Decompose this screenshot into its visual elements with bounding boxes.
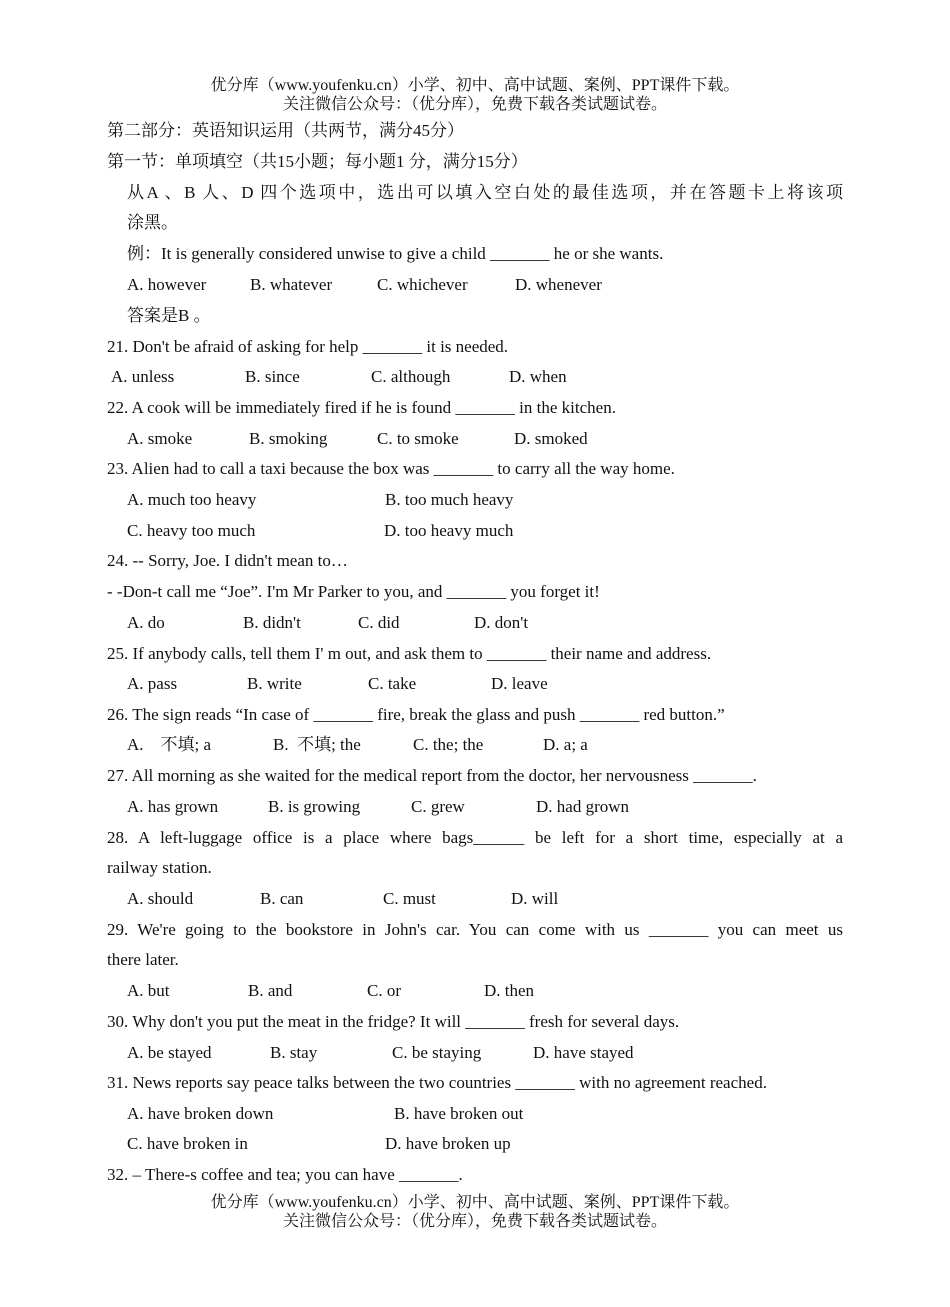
option-b: B. have broken out [394, 1104, 524, 1123]
option-d: D. don't [474, 613, 529, 632]
option-a: A. do [127, 613, 165, 632]
option-a: A. 不填; a [127, 735, 212, 754]
option-a: A. smoke [127, 429, 193, 448]
option-b: B. 不填; the [273, 735, 361, 754]
option-d: D. a; a [543, 735, 588, 754]
option-d: D. too heavy much [384, 521, 514, 540]
option-a: A. unless [111, 367, 175, 386]
option-b: B. stay [270, 1043, 318, 1062]
option-b: B. since [245, 367, 300, 386]
example-option-a: A. however [127, 275, 207, 294]
example-stem: 例：It is generally considered unwise to give a child _______ he or she wants. [127, 244, 664, 263]
page-header-line1: 优分库（www.youfenku.cn）小学、初中、高中试题、案例、PPT课件下载。 [210, 77, 740, 94]
question-stem: 28. A left-luggage office is a place where bags______ be left for a short time, especially at a [107, 828, 843, 847]
option-d: D. have stayed [533, 1043, 634, 1062]
option-b: B. write [247, 674, 302, 693]
question-stem-continued: there later. [107, 950, 179, 969]
option-a: A. be stayed [127, 1043, 212, 1062]
option-c: C. be staying [392, 1043, 482, 1062]
question-stem: 29. We're going to the bookstore in John's car. You can come with us _______ you can meet us [107, 920, 843, 939]
question-stem: 26. The sign reads “In case of _______ fire, break the glass and push _______ red button.” [107, 705, 725, 724]
part-title: 第二部分：英语知识运用（共两节，满分45分） [107, 121, 464, 140]
option-c: C. although [371, 367, 451, 386]
option-b: B. didn't [243, 613, 301, 632]
option-d: D. leave [491, 674, 548, 693]
page-footer-line2: 关注微信公众号：（优分库），免费下载各类试题试卷。 [282, 1213, 667, 1230]
example-option-b: B. whatever [250, 275, 333, 294]
option-b: B. and [248, 981, 293, 1000]
option-a: A. much too heavy [127, 490, 257, 509]
option-a: A. has grown [127, 797, 219, 816]
question-stem: 24. -- Sorry, Joe. I didn't mean to… [107, 551, 348, 570]
option-c: C. have broken in [127, 1134, 248, 1153]
option-d: D. will [511, 889, 559, 908]
example-option-c: C. whichever [377, 275, 468, 294]
option-d: D. had grown [536, 797, 630, 816]
question-stem-continued: - -Don-t call me “Joe”. I'm Mr Parker to you, and _______ you forget it! [107, 582, 600, 601]
example-option-d: D. whenever [515, 275, 602, 294]
option-a: A. should [127, 889, 194, 908]
option-b: B. is growing [268, 797, 361, 816]
option-c: C. to smoke [377, 429, 459, 448]
option-c: C. must [383, 889, 436, 908]
instruction-line2: 涂黑。 [127, 213, 178, 232]
question-stem: 21. Don't be afraid of asking for help _______ it is needed. [107, 337, 509, 356]
question-stem: 22. A cook will be immediately fired if he is found _______ in the kitchen. [107, 398, 616, 417]
option-c: C. take [368, 674, 417, 693]
option-d: D. then [484, 981, 535, 1000]
option-b: B. can [260, 889, 304, 908]
option-c: C. heavy too much [127, 521, 256, 540]
question-stem: 23. Alien had to call a taxi because the box was _______ to carry all the way home. [107, 459, 675, 478]
question-stem: 31. News reports say peace talks between the two countries _______ with no agreement reached. [107, 1073, 767, 1092]
example-answer: 答案是B 。 [127, 306, 211, 325]
question-stem: 32. – There-s coffee and tea; you can have _______. [107, 1165, 463, 1184]
question-stem-continued: railway station. [107, 858, 212, 877]
option-b: B. too much heavy [385, 490, 514, 509]
option-c: C. or [367, 981, 401, 1000]
option-c: C. the; the [413, 735, 484, 754]
option-d: D. smoked [514, 429, 588, 448]
option-b: B. smoking [249, 429, 328, 448]
option-a: A. but [127, 981, 170, 1000]
option-d: D. when [509, 367, 567, 386]
question-stem: 25. If anybody calls, tell them I' m out, and ask them to _______ their name and address. [107, 644, 712, 663]
option-c: C. grew [411, 797, 465, 816]
page-header-line2: 关注微信公众号：（优分库），免费下载各类试题试卷。 [282, 96, 667, 113]
page-footer-line1: 优分库（www.youfenku.cn）小学、初中、高中试题、案例、PPT课件下载。 [210, 1194, 740, 1211]
question-stem: 30. Why don't you put the meat in the fridge? It will _______ fresh for several days. [107, 1012, 680, 1031]
question-stem: 27. All morning as she waited for the medical report from the doctor, her nervousness _______. [107, 766, 757, 785]
option-c: C. did [358, 613, 400, 632]
option-a: A. have broken down [127, 1104, 274, 1123]
option-a: A. pass [127, 674, 178, 693]
option-d: D. have broken up [385, 1134, 511, 1153]
instruction-line1: 从A 、B 人、D 四个选项中，选出可以填入空白处的最佳选项，并在答题卡上将该项 [127, 183, 843, 202]
section-title: 第一节：单项填空（共15小题；每小题1 分，满分15分） [107, 152, 528, 171]
